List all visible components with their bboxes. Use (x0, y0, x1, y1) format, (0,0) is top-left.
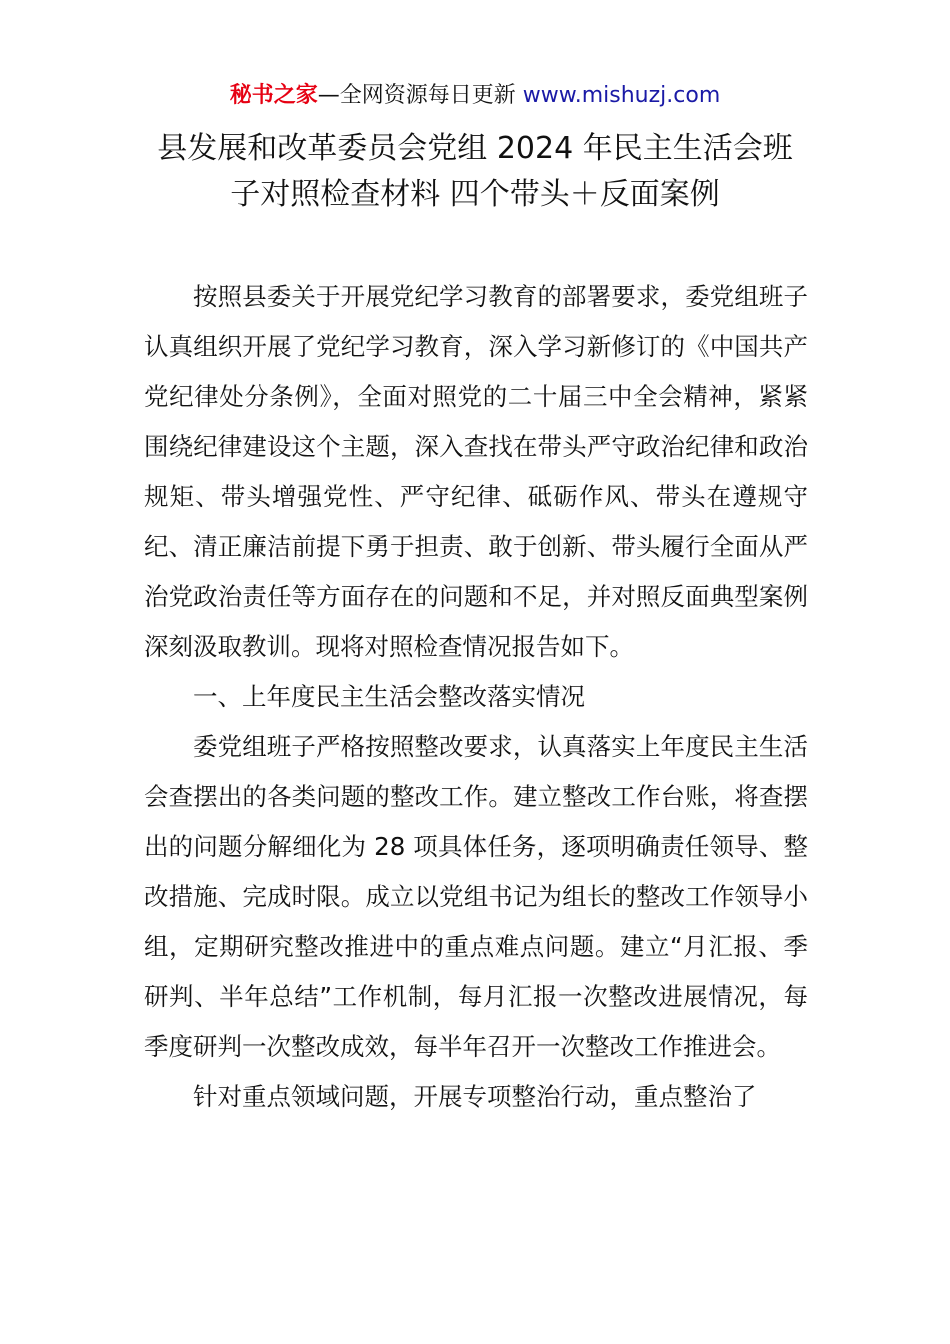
intro-paragraph: 按照县委关于开展党纪学习教育的部署要求，委党组班子认真组织开展了党纪学习教育，深入学习新修订的《中国共产党纪律处分条例》，全面对照党的二十届三中全会精神，紧紧围绕纪律建设这个主题，深入查找在带头严守政治纪律和政治规矩、带头增强党性、严守纪律、砥砺作风、带头在遵规守纪、清正廉洁前提下勇于担责、敢于创新、带头履行全面从严治党政治责任等方面存在的问题和不足，并对照反面典型案例深刻汲取教训。现将对照检查情况报告如下。 (144, 282, 808, 661)
section-1-paragraph: 委党组班子严格按照整改要求，认真落实上年度民主生活会查摆出的各类问题的整改工作。建立整改工作台账，将查摆出的问题分解细化为 28 项具体任务，逐项明确责任领导、整改措施、完成时限。成立以党组书记为组长的整改工作领导小组，定期研究整改推进中的重点难点问题。建立“月汇报、季研判、半年总结”工作机制，每月汇报一次整改进展情况，每季度研判一次整改成效，每半年召开一次整改工作推进会。 (144, 732, 808, 1061)
section-heading-1: 一、上年度民主生活会整改落实情况 (193, 682, 585, 711)
document-body (144, 272, 808, 1122)
site-header (0, 80, 950, 112)
document-title-line-2: 子对照检查材料 四个带头＋反面案例 (230, 177, 720, 212)
site-url-link[interactable]: www.mishuzj.com (522, 83, 721, 108)
section-1-paragraph: 针对重点领域问题，开展专项整治行动，重点整治了 (193, 1082, 757, 1111)
document-title-line-1: 县发展和改革委员会党组 2024 年民主生活会班 (157, 131, 793, 166)
header-tagline: —全网资源每日更新 (317, 83, 523, 108)
brand-name: 秘书之家 (229, 83, 318, 108)
document-title (100, 126, 850, 218)
